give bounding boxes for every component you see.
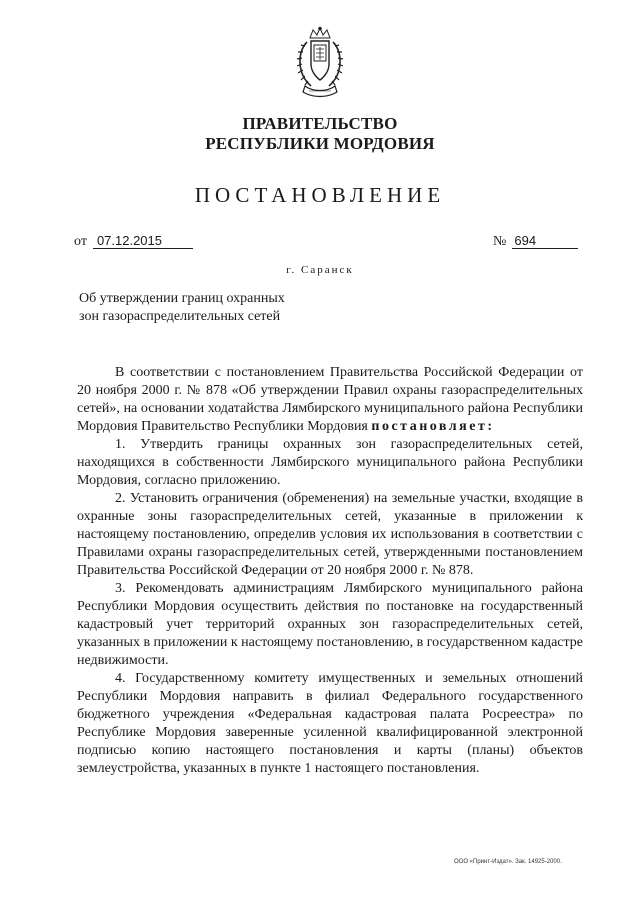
city-name: г. Саранск [286,264,354,276]
printer-footer: ООО «Принт-Издат». Зак. 14925-2000. [454,859,562,865]
clause-1: 1. Утвердить границы охранных зон газораспределительных сетей, находящихся в собственности Лямбирского муниципального района Республики Мордовия, согласно приложению. [77,437,583,488]
number-row [493,233,578,250]
document-body [77,364,583,778]
document-subject [79,290,339,326]
subject-line2: зон газораспределительных сетей [79,309,281,324]
document-number: 694 [512,233,578,249]
clause-3: 3. Рекомендовать администрациям Лямбирского муниципального района Республики Мордовия осуществить действия по постановке на государственный кадастровый учет территорий охранных зон газораспределительных сетей, указанных в приложении к настоящему постановлению, в государственном кадастре недвижимости. [77,581,583,668]
document-type-title: ПОСТАНОВЛЕНИЕ [194,183,446,207]
government-title-line2: РЕСПУБЛИКИ МОРДОВИЯ [205,134,435,153]
number-label: № [493,234,507,249]
subject-line1: Об утверждении границ охранных [79,291,285,306]
decree-word: постановляет: [371,419,495,434]
document-date: 07.12.2015 [93,233,193,249]
intro-text: В соответствии с постановлением Правительства Российской Федерации от 20 ноября 2000 г. № 878 «Об утверждении Правил охраны газораспределительных сетей», на основании ходатайства Лямбирского муниципального района Республики Мордовия Правительство Республики Мордовия [77,365,583,434]
clause-4: 4. Государственному комитету имущественных и земельных отношений Республики Мордовия направить в филиал Федерального государственного бюджетного учреждения «Федеральная кадастровая палата Росреестра» по Республике Мордовия заверенные усиленной квалифицированной электронной подписью копию настоящего постановления и карты (планы) объектов землеустройства, указанных в пункте 1 настоящего постановления. [77,671,583,776]
intro-paragraph [77,364,583,436]
coat-of-arms-emblem [293,26,347,98]
clause-2: 2. Установить ограничения (обременения) на земельные участки, входящие в охранные зоны газораспределительных сетей, указанные в приложении к настоящему постановлению, определив условия их использования в соответствии с Правилами охраны газораспределительных сетей, утвержденными постановлением Правительства Российской Федерации от 20 ноября 2000 г. № 878. [77,491,583,578]
date-label: от [74,234,87,249]
government-title-line1: ПРАВИТЕЛЬСТВО [242,114,398,133]
date-row [74,233,193,250]
